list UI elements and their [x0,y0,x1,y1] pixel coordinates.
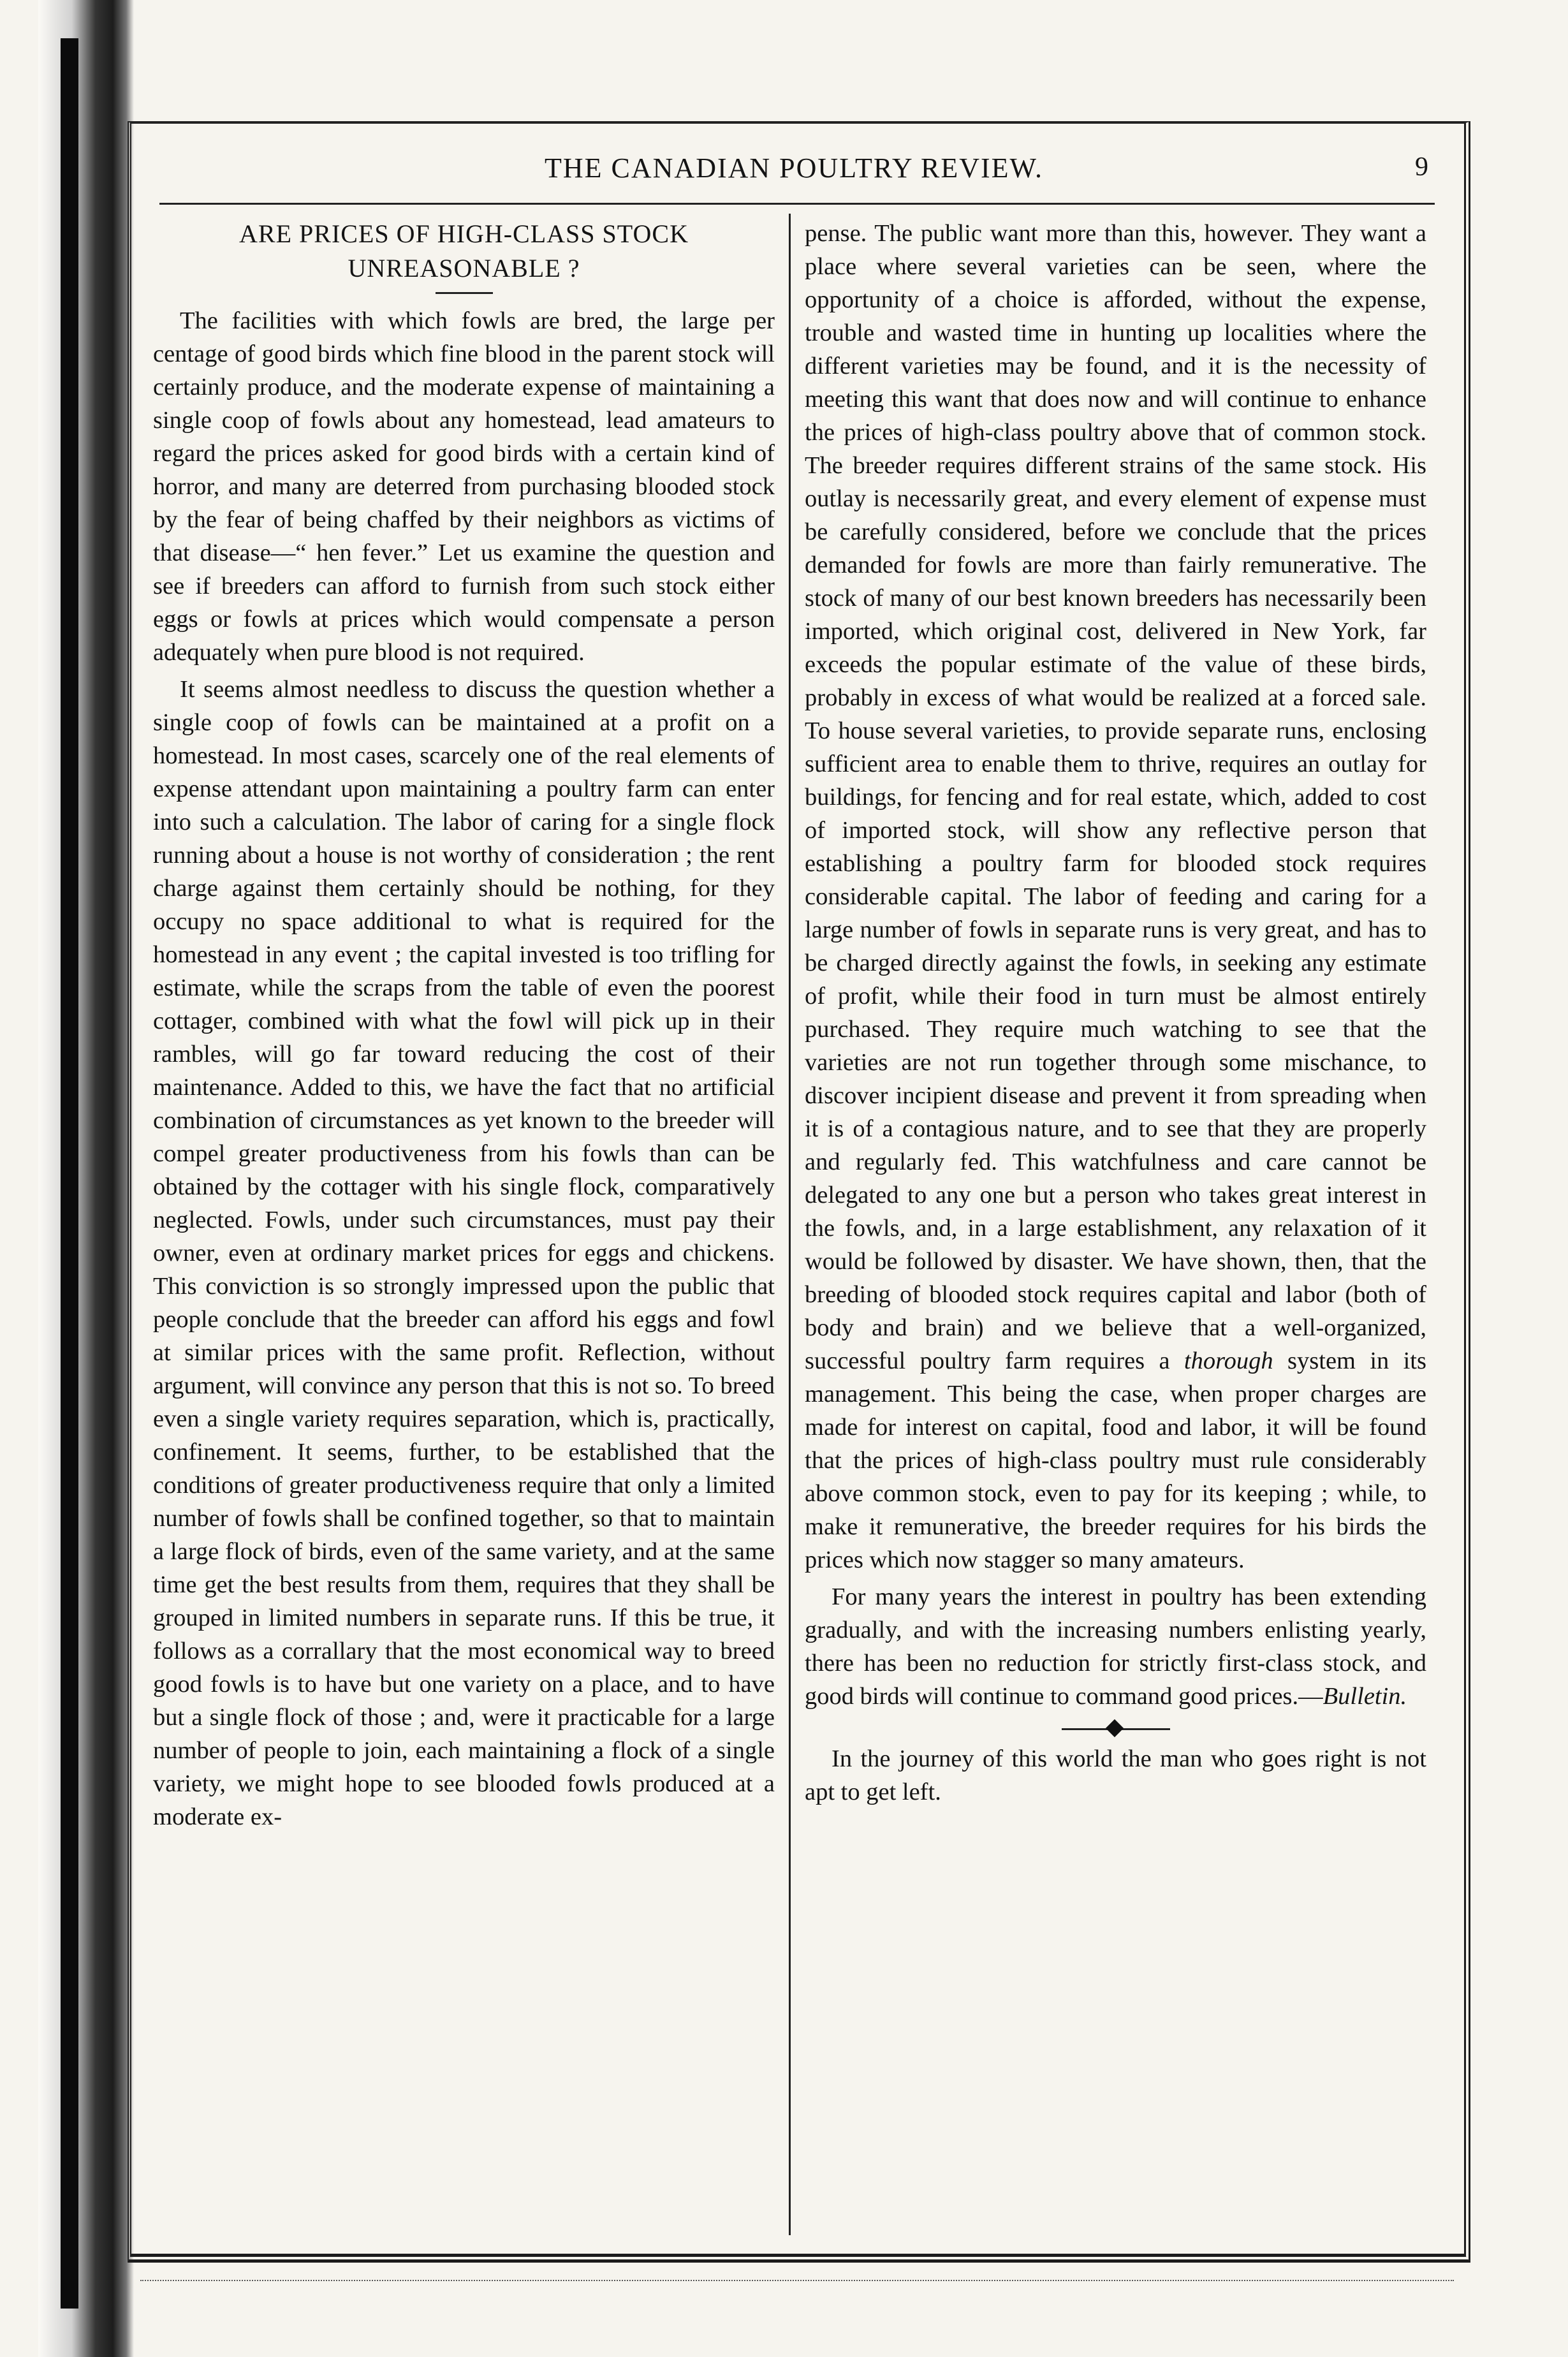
ornamental-divider [1062,1718,1170,1740]
column-divider [789,214,791,2235]
title-rule [436,292,493,294]
paragraph-text: For many years the interest in poultry has been extending gradually, and with the increasing numbers enlisting yearly, there has been no reduction for strictly first-class stock, and good birds will continue to command good prices.— [805,1583,1426,1710]
emphasis-word: thorough [1183,1347,1273,1374]
publication-title: THE CANADIAN POULTRY REVIEW. [545,152,1043,184]
scan-binding-edge [61,38,78,2309]
running-header [153,142,1435,193]
left-column [153,217,775,1837]
article-paragraph: The facilities with which fowls are bred, the large per centage of good birds which fine blood in the parent stock will certainly produce, and the moderate expense of maintaining a single coop of fowls about any homestead, lead amateurs to regard the prices asked for good birds with a certain kind of horror, and many are deterred from purchasing blooded stock by the fear of being chaffed by their neighbors as victims of that disease—“ hen fever.” Let us examine the question and see if breeders can afford to furnish from such stock either eggs or fowls at prices which would compensate a person adequately when pure blood is not required. [153,307,775,666]
scan-edge-shadow [38,0,134,2357]
filler-paragraph: In the journey of this world the man who goes right is not apt to get left. [805,1745,1426,1805]
source-credit: Bulletin. [1323,1683,1407,1710]
article-title [153,217,775,286]
article-paragraph [805,1580,1426,1713]
right-column [805,217,1426,1812]
article-title-line-1: ARE PRICES OF HIGH-CLASS STOCK [239,219,689,248]
article-title-line-2: UNREASONABLE ? [348,254,580,283]
article-paragraph: It seems almost needless to discuss the question whether a single coop of fowls can be maintained at a profit on a homestead. In most cases, scarcely one of the real elements of expense attendant upon maintaining a poultry farm can enter into such a calculation. The labor of caring for a single flock running about a house is not worthy of consideration ; the rent charge against them certainly should be nothing, for they occupy no space additional to what is required for the homestead in any event ; the capital invested is too trifling for estimate, while the scraps from the table of even the poorest cottager, combined with what the fowl will pick up in their rambles, will go far toward reducing the cost of their maintenance. Added to this, we have the fact that no artificial combination of circumstances as yet known to the breeder will compel greater productiveness from his fowls than can be obtained by the cottager with his single flock, comparatively neglected. Fowls, under such circumstances, must pay their owner, even at ordinary market prices for eggs and chickens. This conviction is so strongly impressed upon the public that people conclude that the breeder can afford his eggs and fowl at similar prices with the same profit. Reflection, without argument, will convince any person that this is not so. To breed even a single variety requires separation, which is, practically, confinement. It seems, further, to be established that the conditions of greater productiveness require that only a limited number of fowls shall be confined together, so that to maintain a large flock of birds, even of the same variety, and at the same time get the best results from them, requires that they shall be grouped in limited numbers in separate runs. If this be true, it follows as a corrallary that the most economical way to breed good fowls is to have but one variety on a place, and to have but a single flock of those ; and, were it practicable for a large number of people to join, each maintaining a flock of a single variety, we might hope to see blooded fowls produced at a moderate ex- [153,676,775,1830]
header-rule [159,203,1435,205]
article-paragraph-continued [805,217,1426,1576]
paragraph-text: pense. The public want more than this, however. They want a place where several varieties can be seen, where the opportunity of a choice is afforded, without the expense, trouble and wasted time in hunting up localities where the different varieties may be found, and it is the necessity of meeting this want that does now and will continue to enhance the prices of high-class poultry above that of common stock. The breeder requires different strains of the same stock. His outlay is necessarily great, and every element of expense must be carefully considered, before we conclude that the prices demanded for fowls are more than fairly remunerative. The stock of many of our best known breeders has necessarily been imported, which original cost, delivered in New York, far exceeds the popular estimate of the value of these birds, probably in excess of what would be realized at a forced sale. To house several varieties, to provide separate runs, enclosing sufficient area to enable them to thrive, requires an outlay for buildings, for fencing and for real estate, which, added to cost of imported stock, will show any reflective person that establishing a poultry farm for blooded stock requires considerable capital. The labor of feeding and caring for a large number of fowls in separate runs is very great, and has to be charged directly against the fowls, in seeking any estimate of profit, while their food in turn must be almost entirely purchased. They require much watching to see that the varieties are not run together through some mischance, to discover incipient disease and prevent it from spreading when it is of a contagious nature, and to see that they are properly and regularly fed. This watchfulness and care cannot be delegated to any one but a person who takes great interest in the fowls, and, in a large establishment, any relaxation of it would be followed by disaster. We have shown, then, that the breeding of blooded stock requires capital and labor (both of body and brain) and we believe that a well-organized, successful poultry farm requires a [805,220,1426,1374]
paragraph-text-tail: system in its management. This being the case, when proper charges are made for interest on capital, food and labor, it will be found that the prices of high-class poultry must rule considerably above common stock, even to pay for its keeping ; while, to make it remunerative, the breeder requires for his birds the prices which now stagger so many amateurs. [805,1347,1426,1573]
diamond-ornament [1105,1719,1123,1737]
bottom-edge [140,2280,1454,2307]
page-number: 9 [1415,152,1428,182]
